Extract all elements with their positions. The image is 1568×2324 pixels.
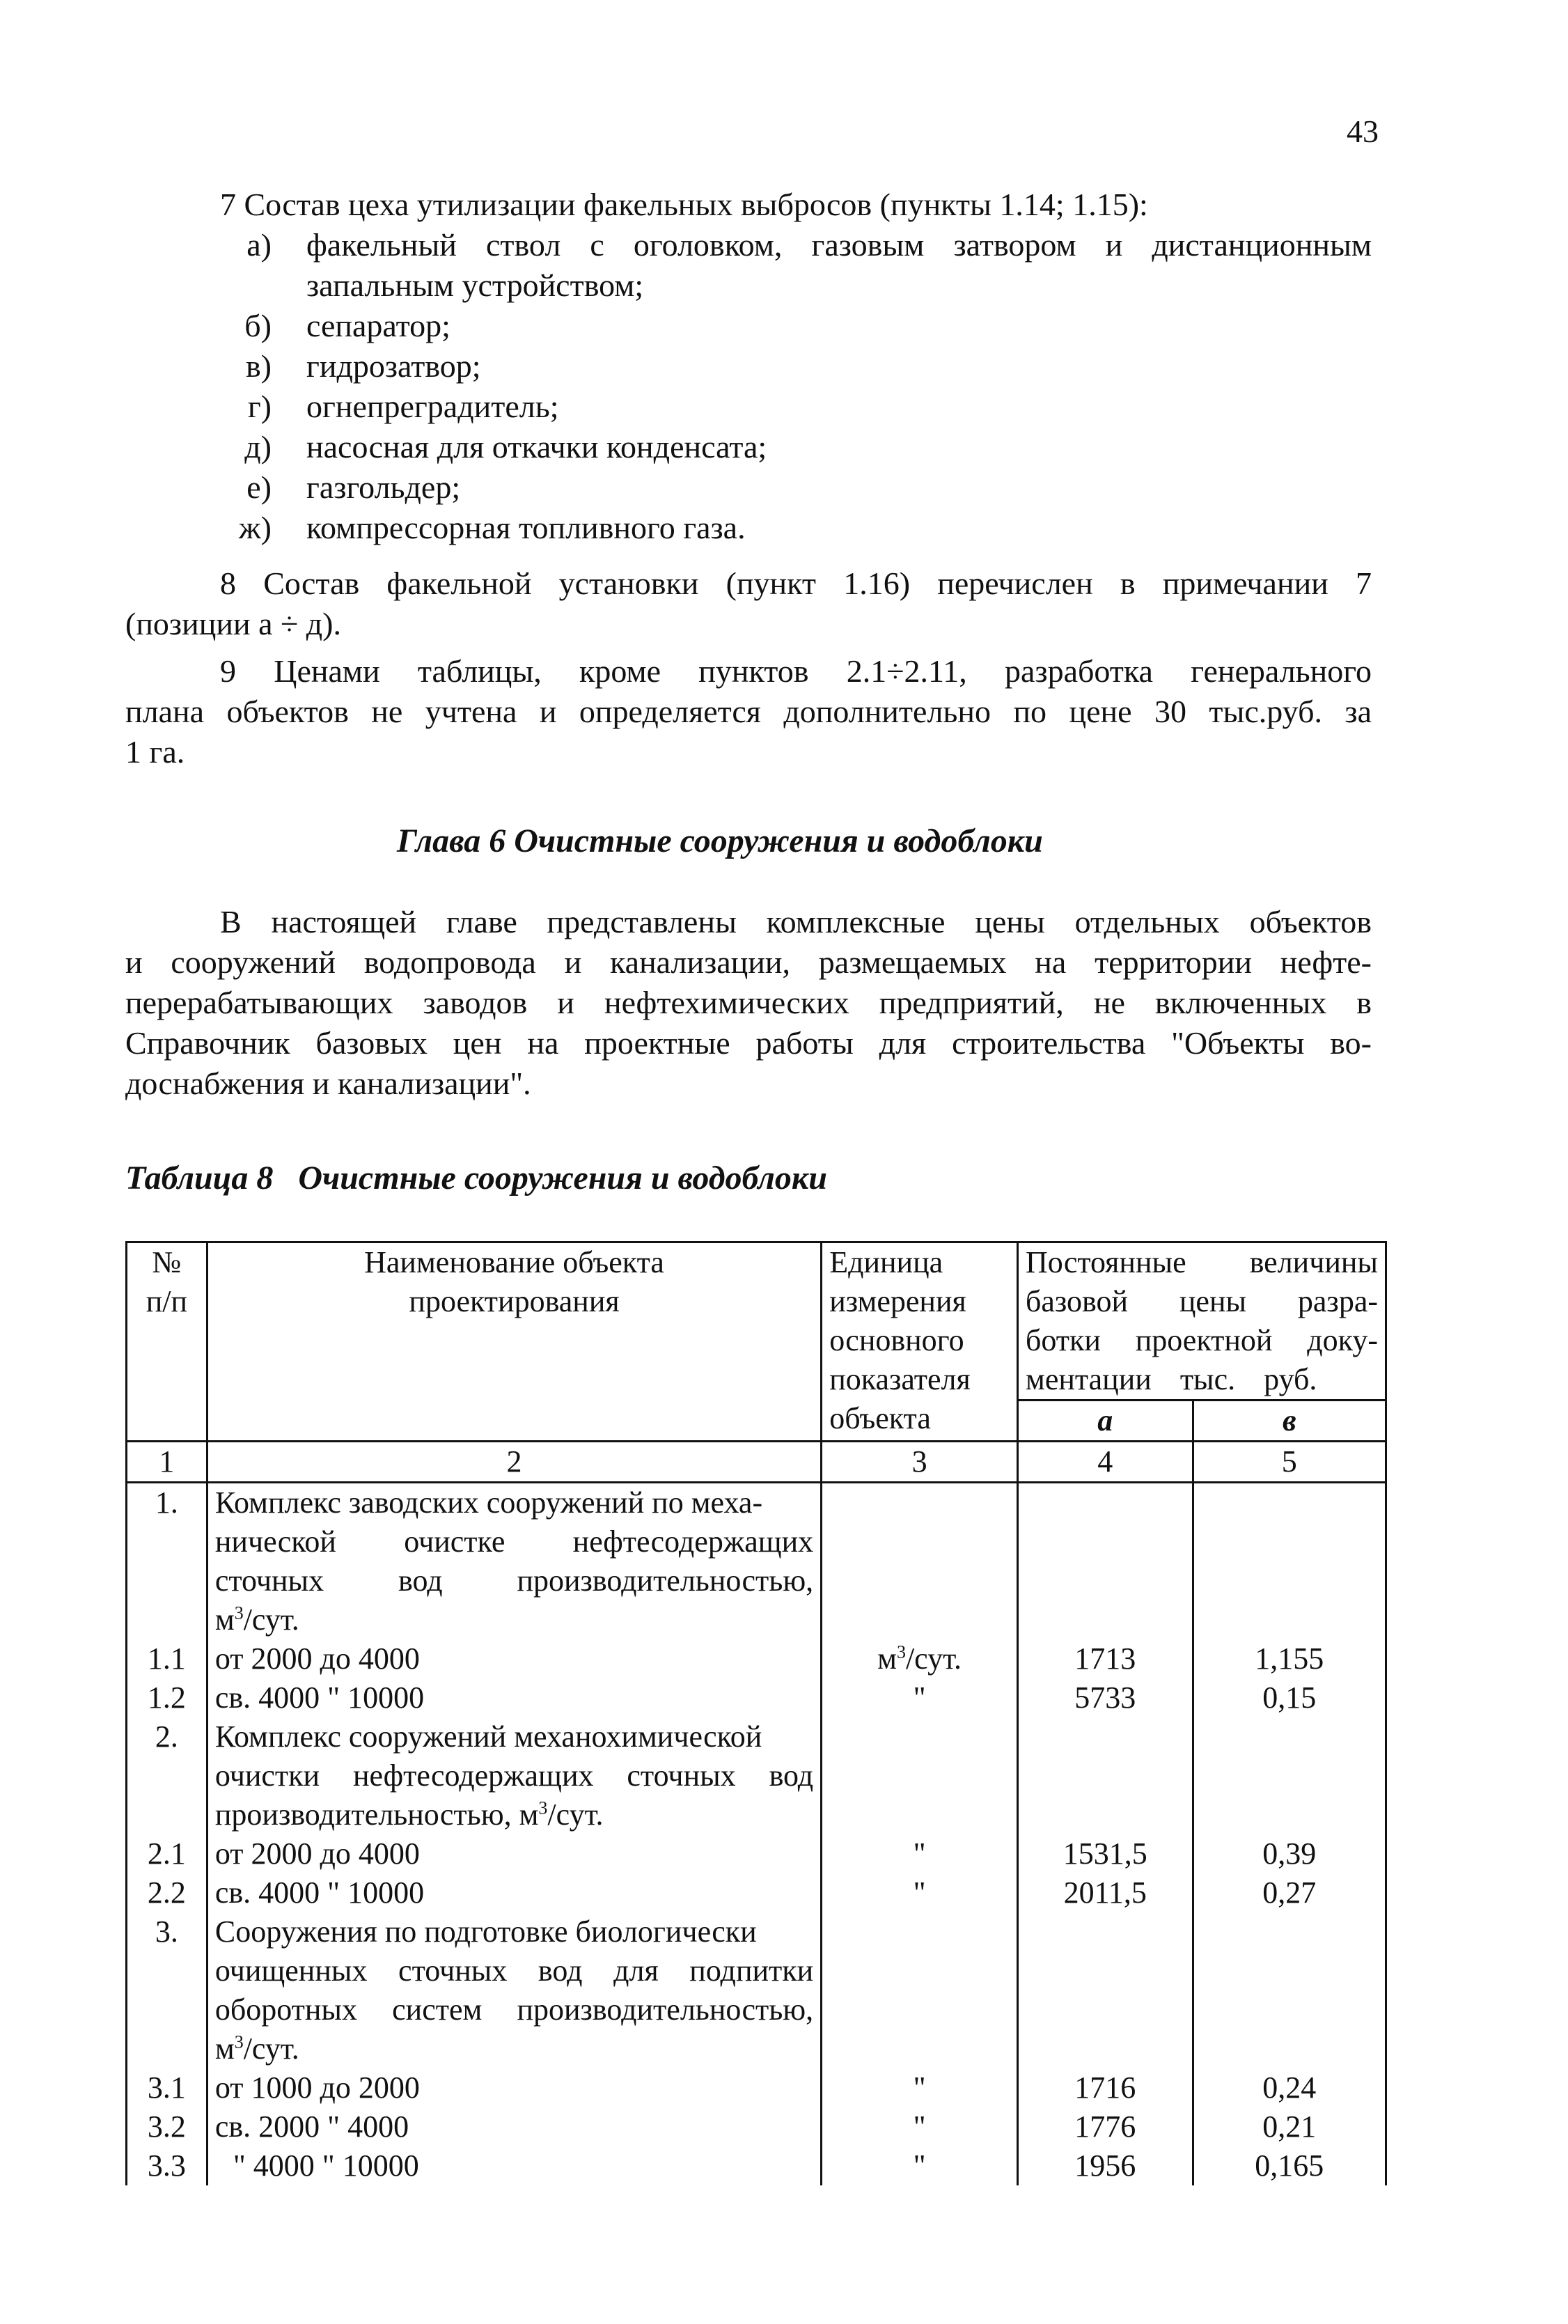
row-b: 0,15 bbox=[1193, 1678, 1386, 1717]
note8-line2: (позиции а ÷ д). bbox=[125, 606, 341, 641]
table-row bbox=[127, 1912, 1386, 2068]
row-b: 0,39 bbox=[1193, 1834, 1386, 1873]
intro-line1: В настоящей главе представлены комплексные цены отдельных объектов bbox=[220, 904, 1372, 939]
row-num: 3.1 bbox=[127, 2068, 207, 2107]
col-number-3: 3 bbox=[822, 1442, 1018, 1483]
header-const-l1: Постоянные величины bbox=[1025, 1245, 1378, 1279]
row-name bbox=[207, 1483, 821, 1640]
header-a: а bbox=[1017, 1401, 1193, 1442]
row-unit: " bbox=[822, 1834, 1018, 1873]
row-num: 1.2 bbox=[127, 1678, 207, 1717]
note7-item-g-marker: ж) bbox=[238, 510, 272, 545]
col-number-5: 5 bbox=[1193, 1442, 1386, 1483]
note7-item-c-text: гидрозатвор; bbox=[306, 348, 481, 384]
row-name: св. 2000 " 4000 bbox=[207, 2107, 821, 2146]
row-name: св. 4000 " 10000 bbox=[207, 1678, 821, 1717]
table-row bbox=[127, 2068, 1386, 2107]
intro-line2: и сооружений водопровода и канализации, размещаемых на территории нефте- bbox=[125, 944, 1372, 980]
header-const bbox=[1017, 1242, 1386, 1401]
row-num: 2.2 bbox=[127, 1873, 207, 1912]
note7-item-a-cont: запальным устройством; bbox=[306, 267, 644, 303]
note9-line1: 9 Ценами таблицы, кроме пунктов 2.1÷2.11, разработка генерального bbox=[220, 653, 1372, 689]
row-b: 0,27 bbox=[1193, 1873, 1386, 1912]
note9-line2: плана объектов не учтена и определяется дополнительно по цене 30 тыс.руб. за bbox=[125, 694, 1372, 729]
note7-item-f-text: газгольдер; bbox=[306, 469, 461, 505]
col-number-1: 1 bbox=[127, 1442, 207, 1483]
row-a: 2011,5 bbox=[1017, 1873, 1193, 1912]
row-name: от 1000 до 2000 bbox=[207, 2068, 821, 2107]
row-b: 1,155 bbox=[1193, 1639, 1386, 1678]
title-unit-line: производительностью, $м^3$/сут. bbox=[214, 1797, 604, 1832]
table-row bbox=[127, 1639, 1386, 1678]
row-num: 1.1 bbox=[127, 1639, 207, 1678]
intro-line3: перерабатывающих заводов и нефтехимических предприятий, не включенных в bbox=[125, 985, 1372, 1020]
title-line: нической очистке нефтесодержащих bbox=[214, 1524, 814, 1559]
row-unit: $м^3$/сут. bbox=[822, 1639, 1018, 1678]
page-number: 43 bbox=[1347, 114, 1379, 149]
row-b: 0,24 bbox=[1193, 2068, 1386, 2107]
row-a: 1713 bbox=[1017, 1639, 1193, 1678]
note7-item-c-marker: в) bbox=[245, 348, 272, 384]
note7-item-e-text: насосная для откачки конденсата; bbox=[306, 429, 767, 465]
note7-item-d-text: огнепреградитель; bbox=[306, 389, 559, 424]
title-line: очищенных сточных вод для подпитки bbox=[214, 1953, 814, 1988]
table-row bbox=[127, 1873, 1386, 1912]
price-table bbox=[125, 1241, 1387, 2185]
row-unit: " bbox=[822, 1873, 1018, 1912]
row-num: 2. bbox=[127, 1717, 207, 1834]
row-a: 1531,5 bbox=[1017, 1834, 1193, 1873]
title-line: сточных вод производительностью, bbox=[214, 1563, 814, 1598]
note7-item-b-marker: б) bbox=[244, 308, 272, 343]
table-row bbox=[127, 1717, 1386, 1834]
note7-item-b-text: сепаратор; bbox=[306, 308, 450, 343]
chapter-heading: Глава 6 Очистные сооружения и водоблоки bbox=[397, 822, 1043, 859]
note7-item-d-marker: г) bbox=[247, 389, 272, 424]
row-name bbox=[207, 1912, 821, 2068]
intro-line4: Справочник базовых цен на проектные работы для строительства "Объекты во- bbox=[125, 1025, 1372, 1061]
col-number-2: 2 bbox=[207, 1442, 821, 1483]
title-line: Сооружения по подготовке биологически bbox=[214, 1914, 757, 1949]
header-name: Наименование объекта проектирования bbox=[207, 1242, 821, 1442]
row-a: 1716 bbox=[1017, 2068, 1193, 2107]
note7-item-a-marker: а) bbox=[246, 227, 272, 263]
row-num: 3.2 bbox=[127, 2107, 207, 2146]
row-num: 3. bbox=[127, 1912, 207, 2068]
note7-item-e-marker: д) bbox=[244, 429, 272, 465]
title-line: очистки нефтесодержащих сточных вод bbox=[214, 1758, 814, 1793]
note7-item-g-text: компрессорная топливного газа. bbox=[306, 510, 746, 545]
title-unit-line: $м^3$/сут. bbox=[214, 2031, 299, 2066]
row-b: 0,165 bbox=[1193, 2146, 1386, 2185]
row-name: св. 4000 " 10000 bbox=[207, 1873, 821, 1912]
row-unit: " bbox=[822, 2068, 1018, 2107]
note8-line1: 8 Состав факельной установки (пункт 1.16) перечислен в примечании 7 bbox=[220, 566, 1372, 601]
title-line: Комплекс сооружений механохимической bbox=[214, 1719, 762, 1754]
row-name: " 4000 " 10000 bbox=[207, 2146, 821, 2185]
note7-title: 7 Состав цеха утилизации факельных выбросов (пункты 1.14; 1.15): bbox=[220, 187, 1148, 222]
row-a: 1776 bbox=[1017, 2107, 1193, 2146]
header-const-l4: ментации тыс. руб. bbox=[1025, 1362, 1317, 1396]
row-b: 0,21 bbox=[1193, 2107, 1386, 2146]
title-unit-line: $м^3$/сут. bbox=[214, 1602, 299, 1637]
title-line: оборотных систем производительностью, bbox=[214, 1992, 814, 2027]
table-row bbox=[127, 1834, 1386, 1873]
row-num: 2.1 bbox=[127, 1834, 207, 1873]
title-line: Комплекс заводских сооружений по меха- bbox=[214, 1485, 763, 1520]
header-const-l3: ботки проектной доку- bbox=[1025, 1323, 1378, 1357]
table-row bbox=[127, 1678, 1386, 1717]
row-unit: " bbox=[822, 2146, 1018, 2185]
row-unit: " bbox=[822, 2107, 1018, 2146]
row-num: 1. bbox=[127, 1483, 207, 1640]
row-unit: " bbox=[822, 1678, 1018, 1717]
table-caption: Таблица 8 Очистные сооружения и водоблоки bbox=[125, 1160, 827, 1196]
table-row bbox=[127, 2107, 1386, 2146]
header-b: в bbox=[1193, 1401, 1386, 1442]
note7-item-f-marker: е) bbox=[246, 469, 272, 505]
row-name: от 2000 до 4000 bbox=[207, 1834, 821, 1873]
note7-item-a-text: факельный ствол с оголовком, газовым затвором и дистанционным bbox=[306, 227, 1372, 263]
row-a: 5733 bbox=[1017, 1678, 1193, 1717]
header-num: № п/п bbox=[127, 1242, 207, 1442]
intro-line5: доснабжения и канализации". bbox=[125, 1066, 531, 1101]
note9-line3: 1 га. bbox=[125, 734, 185, 770]
col-number-4: 4 bbox=[1017, 1442, 1193, 1483]
table-row bbox=[127, 1483, 1386, 1640]
header-unit: Единица измерения основного показателя объекта bbox=[822, 1242, 1018, 1442]
header-const-l2: базовой цены разра- bbox=[1025, 1284, 1378, 1318]
row-name bbox=[207, 1717, 821, 1834]
table-row bbox=[127, 2146, 1386, 2185]
row-num: 3.3 bbox=[127, 2146, 207, 2185]
row-a: 1956 bbox=[1017, 2146, 1193, 2185]
row-name: от 2000 до 4000 bbox=[207, 1639, 821, 1678]
